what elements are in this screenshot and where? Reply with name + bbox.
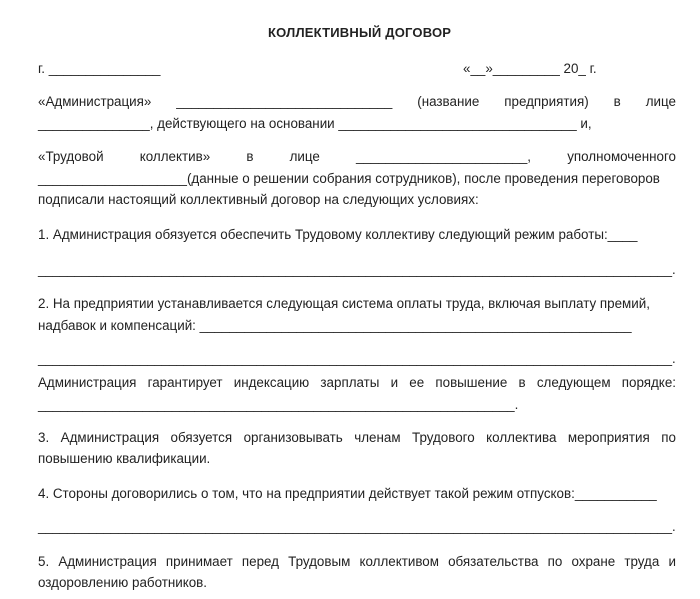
- admin-word: «Администрация»: [38, 94, 152, 109]
- guarantee-word: и: [390, 375, 399, 390]
- admin-line-1: [38, 94, 676, 110]
- clause-5-word: Администрация: [58, 554, 157, 569]
- collective-line-1: [38, 149, 676, 165]
- clause-5-line-2: оздоровлению работников.: [38, 575, 208, 590]
- guarantee-word: Администрация: [38, 375, 137, 390]
- clause-5-word: обязательства: [448, 554, 539, 569]
- admin-word: предприятия): [504, 94, 589, 109]
- clause-3-line-2: повышению квалификации.: [38, 451, 211, 466]
- collective-line-2: ____________________(данные о решении собрания сотрудников), после проведения переговоров: [38, 171, 660, 186]
- clause-3-line-1: [38, 430, 676, 446]
- clause-3-word: Трудового: [412, 430, 475, 445]
- admin-word: в: [613, 94, 621, 109]
- clause-5-word: перед: [241, 554, 279, 569]
- document-title: КОЛЛЕКТИВНЫЙ ДОГОВОР: [268, 25, 452, 40]
- city-line: г. _______________: [38, 61, 161, 76]
- clause-5-word: и: [668, 554, 676, 569]
- guarantee-word: порядке:: [621, 375, 676, 390]
- collective-word: лице: [289, 149, 320, 164]
- clause-5-word: Трудовым: [288, 554, 351, 569]
- guarantee-word: зарплаты: [320, 375, 380, 390]
- clause-3-word: мероприятия: [567, 430, 650, 445]
- clause-5-word: 5.: [38, 554, 50, 569]
- clause-5-line-1: [38, 554, 676, 570]
- guarantee-word: индексацию: [233, 375, 310, 390]
- clause-4-line-2: _______________________________________________________________________________________.: [38, 519, 676, 534]
- clause-2-line-3: _______________________________________________________________________________________.: [38, 351, 676, 366]
- guarantee-word: в: [518, 375, 526, 390]
- clause-5-word: по: [547, 554, 563, 569]
- clause-3-word: Администрация: [60, 430, 160, 445]
- clause-1-line-1: 1. Администрация обязуется обеспечить Трудовому коллективу следующий режим работы:____: [38, 227, 638, 242]
- collective-word: «Трудовой: [38, 149, 104, 164]
- clause-2-line-1: 2. На предприятии устанавливается следующая система оплаты труда, включая выплату премий,: [38, 296, 650, 311]
- clause-3-word: коллектива: [486, 430, 557, 445]
- clause-5-word: коллективом: [359, 554, 439, 569]
- clause-3-word: организовывать: [243, 430, 343, 445]
- clause-4-line-1: 4. Стороны договорились о том, что на предприятии действует такой режим отпусков:___________: [38, 486, 657, 501]
- clause-2-line-5: ________________________________________________________________.: [38, 397, 519, 412]
- clause-3-word: по: [661, 430, 676, 445]
- collective-word: коллектив»: [139, 149, 211, 164]
- collective-word: уполномоченного: [567, 149, 676, 164]
- admin-line-2: _______________, действующего на основании ________________________________ и,: [38, 116, 592, 131]
- admin-word: лице: [645, 94, 676, 109]
- clause-5-word: труда: [624, 554, 660, 569]
- date-line: «__»_________ 20_ г.: [463, 61, 597, 76]
- admin-blank: _____________________________: [176, 94, 393, 109]
- guarantee-line: [38, 375, 676, 391]
- clause-1-line-2: _______________________________________________________________________________________.: [38, 262, 676, 277]
- guarantee-word: ее: [409, 375, 425, 390]
- collective-blank: _______________________,: [356, 149, 532, 164]
- clause-5-word: охране: [571, 554, 616, 569]
- collective-line-3: подписали настоящий коллективный договор на следующих условиях:: [38, 192, 479, 207]
- clause-3-word: обязуется: [170, 430, 233, 445]
- collective-word: в: [246, 149, 254, 164]
- clause-5-word: принимает: [165, 554, 233, 569]
- admin-word: (название: [417, 94, 480, 109]
- guarantee-word: повышение: [435, 375, 508, 390]
- guarantee-word: гарантирует: [147, 375, 223, 390]
- clause-3-word: членам: [354, 430, 401, 445]
- clause-3-word: 3.: [38, 430, 50, 445]
- clause-2-line-2: надбавок и компенсаций: __________________________________________________________: [38, 318, 632, 333]
- guarantee-word: следующем: [536, 375, 611, 390]
